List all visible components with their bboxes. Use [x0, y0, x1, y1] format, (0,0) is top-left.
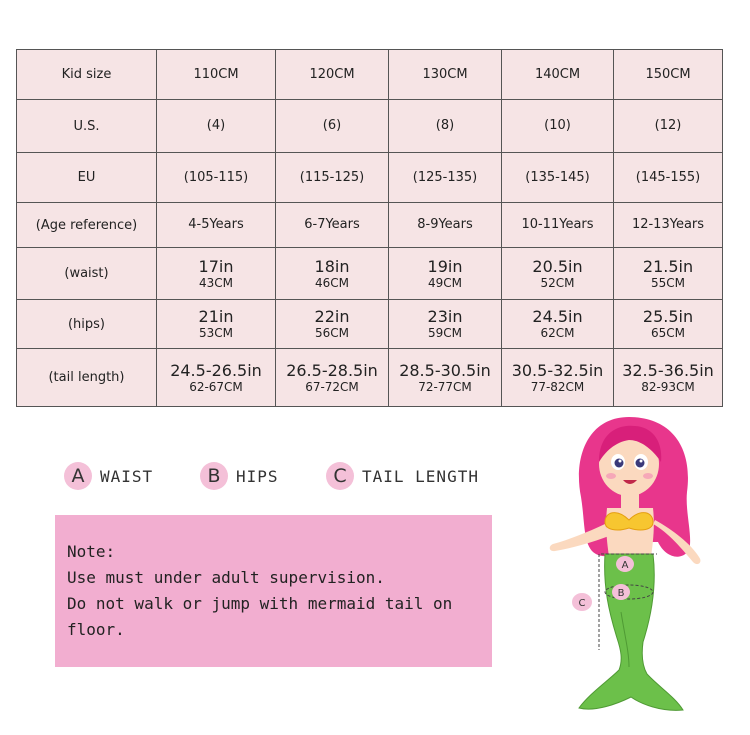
legend-badge-b: B — [200, 462, 228, 490]
table-row — [17, 100, 723, 153]
table-cell: 25.5in 65CM — [614, 300, 723, 349]
legend-label-tail-length: TAIL LENGTH — [362, 466, 479, 486]
legend-badge-a: A — [64, 462, 92, 490]
row-label: Kid size — [17, 50, 157, 100]
row-label: (Age reference) — [17, 203, 157, 248]
mermaid-measurement-diagram — [543, 412, 743, 717]
legend-waist — [64, 462, 153, 490]
tail-length-marker-c-label: C — [578, 598, 586, 609]
table-cell: 21in 53CM — [157, 300, 276, 349]
note-line: Do not walk or jump with mermaid tail on — [67, 594, 453, 613]
table-cell: (6) — [276, 100, 389, 153]
table-row — [17, 349, 723, 407]
table-cell: 110CM — [157, 50, 276, 100]
mermaid-tail — [579, 554, 683, 710]
table-cell: 17in 43CM — [157, 248, 276, 300]
table-row — [17, 248, 723, 300]
table-cell: 150CM — [614, 50, 723, 100]
table-cell: 22in 56CM — [276, 300, 389, 349]
legend-label-hips: HIPS — [236, 466, 279, 486]
row-label: (waist) — [17, 248, 157, 300]
table-cell: 130CM — [389, 50, 502, 100]
legend-hips — [200, 462, 279, 490]
note-heading: Note: — [67, 542, 116, 561]
table-row — [17, 300, 723, 349]
legend-label-waist: WAIST — [100, 466, 154, 486]
table-cell: (10) — [502, 100, 614, 153]
table-cell: 21.5in 55CM — [614, 248, 723, 300]
size-chart-table — [16, 49, 723, 407]
table-cell: 140CM — [502, 50, 614, 100]
table-row — [17, 203, 723, 248]
table-cell: 26.5-28.5in 67-72CM — [276, 349, 389, 407]
table-cell: 19in 49CM — [389, 248, 502, 300]
hips-marker-b-label: B — [617, 588, 625, 599]
table-row — [17, 50, 723, 100]
table-cell: 20.5in 52CM — [502, 248, 614, 300]
table-row — [17, 153, 723, 203]
table-cell: 8-9Years — [389, 203, 502, 248]
table-cell: 32.5-36.5in 82-93CM — [614, 349, 723, 407]
table-cell: (135-145) — [502, 153, 614, 203]
table-cell: (4) — [157, 100, 276, 153]
legend-badge-c: C — [326, 462, 354, 490]
table-cell: (115-125) — [276, 153, 389, 203]
table-cell: 10-11Years — [502, 203, 614, 248]
table-cell: 12-13Years — [614, 203, 723, 248]
row-label: (tail length) — [17, 349, 157, 407]
row-label: (hips) — [17, 300, 157, 349]
table-cell: (8) — [389, 100, 502, 153]
table-cell: 28.5-30.5in 72-77CM — [389, 349, 502, 407]
table-cell: 24.5in 62CM — [502, 300, 614, 349]
waist-marker-a-label: A — [621, 560, 629, 571]
table-cell: 18in 46CM — [276, 248, 389, 300]
table-cell: 30.5-32.5in 77-82CM — [502, 349, 614, 407]
table-cell: (12) — [614, 100, 723, 153]
table-cell: 4-5Years — [157, 203, 276, 248]
table-cell: 23in 59CM — [389, 300, 502, 349]
table-cell: (125-135) — [389, 153, 502, 203]
note-line: floor. — [67, 620, 125, 639]
note-box — [55, 515, 492, 667]
row-label: U.S. — [17, 100, 157, 153]
legend-tail-length — [326, 462, 479, 490]
note-line: Use must under adult supervision. — [67, 568, 385, 587]
table-cell: 24.5-26.5in 62-67CM — [157, 349, 276, 407]
table-cell: (145-155) — [614, 153, 723, 203]
table-cell: 120CM — [276, 50, 389, 100]
table-cell: (105-115) — [157, 153, 276, 203]
row-label: EU — [17, 153, 157, 203]
table-cell: 6-7Years — [276, 203, 389, 248]
